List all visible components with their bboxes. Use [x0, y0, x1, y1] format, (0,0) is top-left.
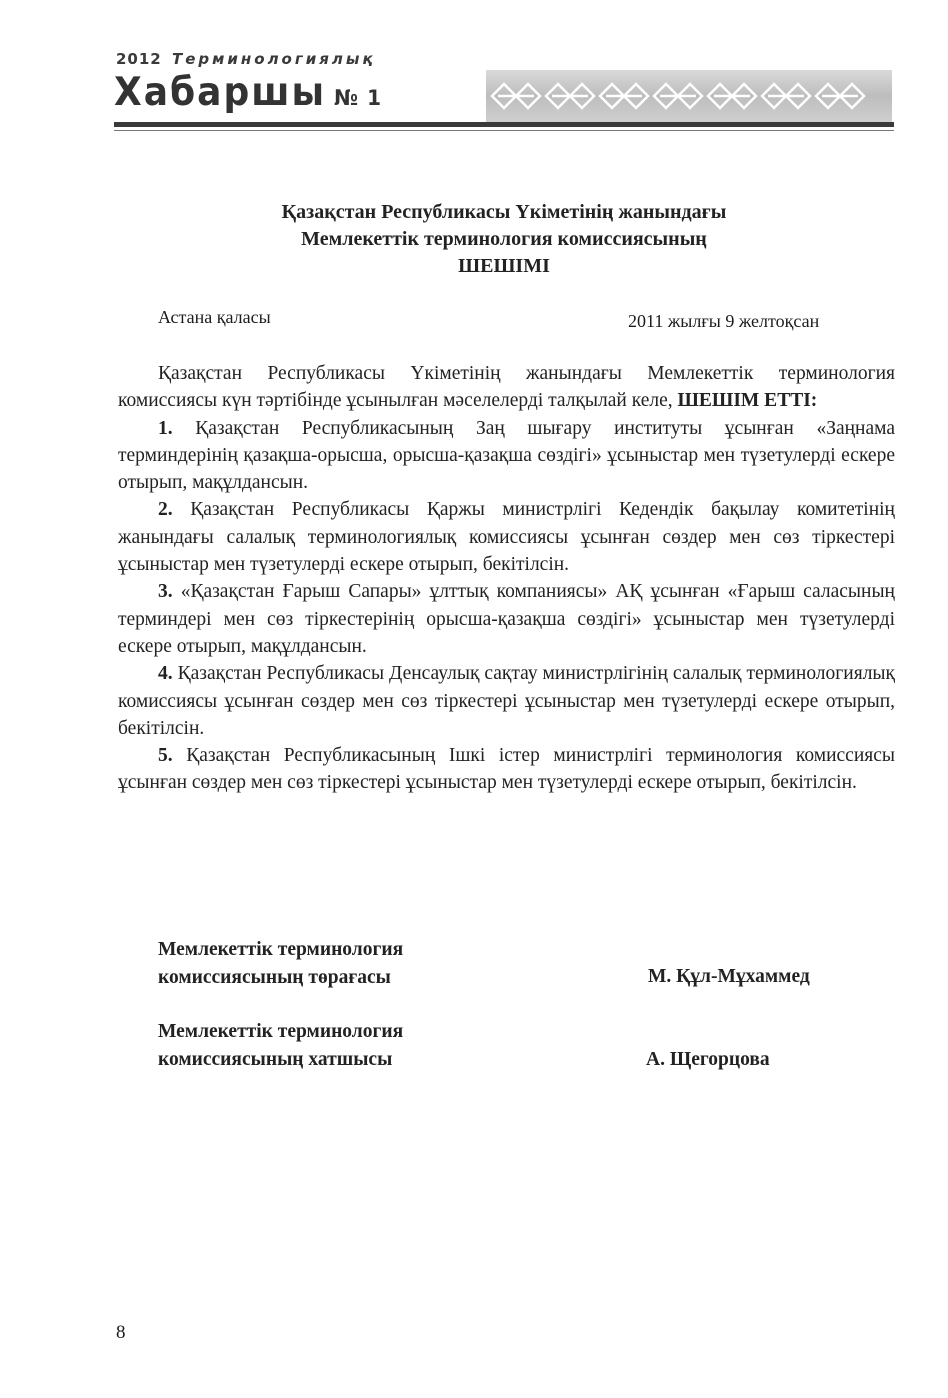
- signature-role-secretary: [158, 1018, 403, 1074]
- ornament-pattern-icon: [486, 70, 892, 122]
- decision-item: [118, 496, 895, 578]
- signature-name-secretary: А. Щегорцова: [646, 1049, 770, 1070]
- decision-item: [118, 742, 895, 797]
- page-number: 8: [116, 1322, 126, 1343]
- item-text: Қазақстан Республикасының Ішкі істер министрлігі терминология комиссиясы ұсынған сөздер мен сөз тіркестері ұсыныстар мен түзетулерді ескере отырып, бекітілсін.: [118, 745, 895, 794]
- date: 2011 жылғы 9 желтоқсан: [628, 311, 820, 331]
- resolved-label: ШЕШІМ ЕТТІ:: [677, 390, 818, 412]
- document-title-line2: Мемлекеттік терминология комиссиясының: [301, 228, 707, 250]
- document-title-line1: Қазақстан Республикасы Үкіметінің жанындағы: [281, 201, 727, 223]
- journal-year: 2012: [116, 50, 162, 68]
- item-text: Қазақстан Республикасы Қаржы министрлігі Кедендік бақылау комитетінің жанындағы салалық терминологиялық комиссиясы ұсынған сөздер мен сөз тіркестері ұсыныстар мен түзетулерді ескере отырып, бекітілсін.: [118, 499, 895, 576]
- signature-name-chair: М. Құл-Мұхаммед: [648, 966, 810, 987]
- header-rule: [114, 122, 894, 127]
- document-title-line3: ШЕШІМІ: [458, 255, 550, 277]
- header-rule-thin: [114, 130, 894, 131]
- signature-role-line: комиссиясының хатшысы: [158, 1049, 393, 1070]
- item-number: 1.: [158, 417, 173, 439]
- journal-title: Терминологиялық: [171, 50, 376, 68]
- journal-name: Хабаршы: [114, 70, 327, 115]
- place: Астана қаласы: [158, 307, 271, 327]
- item-text: «Қазақстан Ғарыш Сапары» ұлттық компаниясы» АҚ ұсынған «Ғарыш саласының терминдері мен сөз тіркестерінің орысша-қазақша сөздігі» ұсыныстар мен түзетулерді ескере отырып, мақұлдансын.: [118, 581, 895, 657]
- item-number: 2.: [158, 499, 173, 521]
- signature-role-line: Мемлекеттік терминология: [158, 939, 404, 960]
- journal-name-block: [114, 70, 382, 114]
- signature-role-line: Мемлекеттік терминология: [158, 1021, 404, 1042]
- ornament-band: [486, 70, 892, 122]
- decision-item: [118, 578, 895, 660]
- journal-header-top: [116, 50, 376, 68]
- signature-role-line: комиссиясының төрағасы: [158, 967, 391, 988]
- decision-item: [118, 415, 895, 497]
- decision-item: [118, 660, 895, 742]
- item-text: Қазақстан Республикасының Заң шығару институты ұсынған «Заңнама терминдерінің қазақша-орысша, орысша-қазақша сөздігі» ұсыныстар мен түзетулерді ескере отырып, мақұлдансын.: [118, 417, 896, 494]
- journal-issue: № 1: [334, 84, 382, 111]
- item-number: 5.: [158, 745, 173, 767]
- item-number: 3.: [158, 581, 173, 603]
- intro-text: Қазақстан Республикасы Үкіметінің жанындағы Мемлекеттік терминология комиссиясы күн тәртібінде ұсынылған мәселелерді талқылай келе,: [118, 363, 895, 412]
- item-text: Қазақстан Республикасы Денсаулық сақтау министрлігінің салалық терминологиялық комиссиясы ұсынған сөздер мен сөз тіркестері ұсыныстар мен түзетулерді ескере отырып, бекітілсін.: [118, 663, 895, 739]
- signature-role-chair: [158, 936, 403, 992]
- document-body: [118, 360, 895, 797]
- intro-paragraph: [118, 360, 895, 415]
- item-number: 4.: [158, 663, 173, 685]
